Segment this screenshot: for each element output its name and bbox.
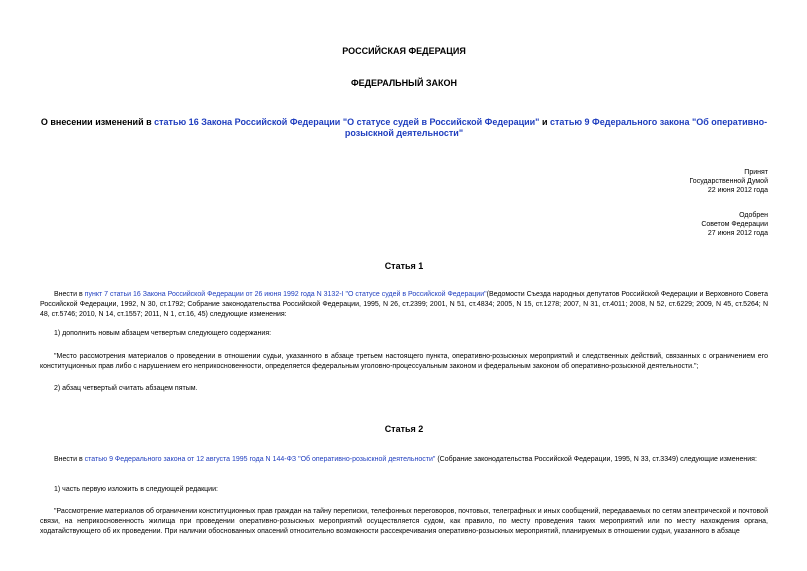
approval-body: Советом Федерации [701, 221, 768, 228]
approval-date: 27 июня 2012 года [707, 230, 768, 237]
article1-heading: Статья 1 [384, 261, 424, 271]
approval-status: Одобрен [739, 212, 768, 219]
article1-link-judges-status[interactable]: "О статусе судей в Российской Федерации" [345, 291, 487, 298]
law-type-heading: ФЕДЕРАЛЬНЫЙ ЗАКОН [350, 78, 458, 88]
article1-intro [40, 290, 768, 320]
article1-item1: 1) дополнить новым абзацем четвертым следующего содержания: [54, 330, 272, 337]
approval-block [560, 211, 768, 238]
title-link-article9[interactable]: статью 9 Федерального закона "Об оперативно-розыскной деятельности" [344, 117, 768, 138]
article2-intro-prefix: Внести в [54, 456, 85, 463]
article1-quote: "Место рассмотрения материалов о проведении в отношении судьи, указанного в абзаце третьем настоящего пункта, оперативно-розыскных мероприятий и следственных действий, связанных с ограничением его конституционных прав либо с нарушением его неприкосновенности, определяется федеральным уголовно-процессуальным законом и федеральным законом об оперативно-розыскной деятельности."; [40, 353, 768, 370]
article1-intro-prefix: Внести в [54, 291, 85, 298]
article2-link-article9[interactable]: статью 9 Федерального закона от 12 августа 1995 года N 144-ФЗ [84, 456, 297, 463]
law-title [40, 117, 768, 139]
title-middle: и [539, 117, 550, 127]
adoption-date: 22 июня 2012 года [707, 187, 768, 194]
federation-heading: РОССИЙСКАЯ ФЕДЕРАЦИЯ [342, 46, 466, 56]
article2-intro [40, 455, 768, 465]
title-link-article16[interactable]: статью 16 Закона Российской Федерации "О статусе судей в Российской Федерации" [154, 117, 540, 127]
title-prefix: О внесении изменений в [40, 117, 155, 127]
article1-item2: 2) абзац четвертый считать абзацем пятым. [54, 385, 198, 392]
adoption-block [560, 168, 768, 195]
adoption-status: Принят [744, 169, 768, 176]
article2-item1: 1) часть первую изложить в следующей редакции: [54, 486, 218, 493]
article2-heading: Статья 2 [384, 424, 424, 434]
article1-intro-suffix: (Ведомости Съезда народных депутатов Российской Федерации и Верховного Совета Российской Федерации, 1992, N 30, ст.1792; Собрание законодательства Российской Федерации, 1995, N 26, ст.2399; 2001, N 51, ст.4834; 2005, N 15, ст.1278; 2007, N 31, ст.4011; 2008, N 52, ст.6229; 2009, N 45, ст.5264; N 48, ст.5746; 2010, N 14, ст.1557; 2011, N 1, ст.16, 45) следующие изменения: [40, 291, 769, 318]
adoption-body: Государственной Думой [689, 178, 768, 185]
article2-quote: "Рассмотрение материалов об ограничении конституционных прав граждан на тайну переписки, телефонных переговоров, почтовых, телеграфных и иных сообщений, передаваемых по сетям электрической и почтовой связи, на неприкосновенность жилища при проведении оперативно-розыскных мероприятий осуществляется судом, как правило, по месту проведения таких мероприятий или по месту нахождения органа, ходатайствующего об их проведении. При наличии обоснованных опасений относительно возможности рассекречивания оперативно-розыскных мероприятий, планируемых в отношении судьи, указанного в абзаце [40, 508, 768, 535]
article2-link-ord-law[interactable]: "Об оперативно-розыскной деятельности" [298, 456, 436, 463]
article2-intro-suffix: (Собрание законодательства Российской Федерации, 1995, N 33, ст.3349) следующие изменения: [435, 456, 757, 463]
article1-link-point7[interactable]: пункт 7 статьи 16 Закона Российской Федерации от 26 июня 1992 года N 3132-I [84, 291, 344, 298]
